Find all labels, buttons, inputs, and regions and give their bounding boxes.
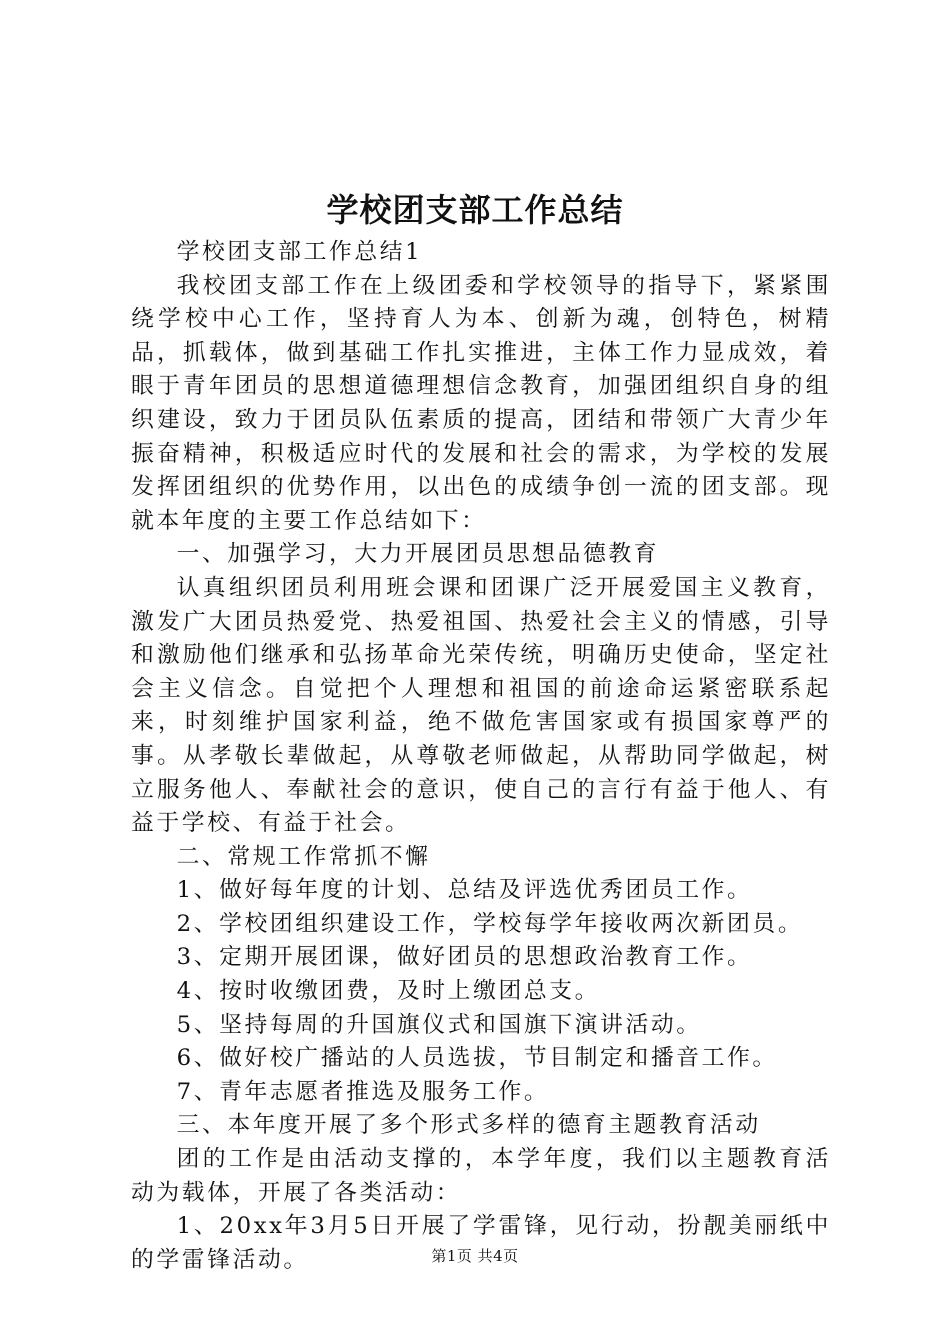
paragraph-intro: 我校团支部工作在上级团委和学校领导的指导下，紧紧围绕学校中心工作，坚持育人为本、创新为魂，创特色，树精品，抓载体，做到基础工作扎实推进，主体工作力显成效，着眼于青年团员的思想道德理想信念教育，加强团组织自身的组织建设，致力于团员队伍素质的提高，团结和带领广大青少年振奋精神，积极适应时代的发展和社会的需求，为学校的发展发挥团组织的优势作用，以出色的成绩争创一流的团支部。现就本年度的主要工作总结如下： bbox=[131, 272, 831, 534]
list-item: 1、做好每年度的计划、总结及评选优秀团员工作。 bbox=[176, 877, 753, 904]
section-heading-1: 一、加强学习，大力开展团员思想品德教育 bbox=[176, 541, 660, 568]
list-item: 4、按时收缴团费，及时上缴团总支。 bbox=[176, 978, 601, 1005]
paragraph-section-3: 团的工作是由活动支撑的，本学年度，我们以主题教育活动为载体，开展了各类活动： bbox=[131, 1146, 831, 1206]
list-item: 7、青年志愿者推选及服务工作。 bbox=[176, 1078, 550, 1105]
paragraph-subtitle: 学校团支部工作总结1 bbox=[176, 239, 423, 265]
page-number-footer: 第1页 共4页 bbox=[431, 1247, 519, 1265]
list-item: 5、坚持每周的升国旗仪式和国旗下演讲活动。 bbox=[176, 1011, 702, 1038]
list-item: 6、做好校广播站的人员选拔，节目制定和播音工作。 bbox=[176, 1045, 778, 1072]
section-heading-3: 三、本年度开展了多个形式多样的德育主题教育活动 bbox=[176, 1112, 761, 1139]
document-body bbox=[131, 236, 831, 1277]
list-item: 3、定期开展团课，做好团员的思想政治教育工作。 bbox=[176, 944, 753, 971]
list-item: 1、20xx年3月5日开展了学雷锋，见行动，扮靓美丽纸中的学雷锋活动。 bbox=[131, 1213, 831, 1273]
section-heading-2: 二、常规工作常抓不懈 bbox=[176, 843, 431, 870]
paragraph-section-1: 认真组织团员利用班会课和团课广泛开展爱国主义教育，激发广大团员热爱党、热爱祖国、热爱社会主义的情感，引导和激励他们继承和弘扬革命光荣传统，明确历史使命，坚定社会主义信念。自觉把个人理想和祖国的前途命运紧密联系起来，时刻维护国家利益，绝不做危害国家或有损国家尊严的事。从孝敬长辈做起，从尊敬老师做起，从帮助同学做起，树立服务他人、奉献社会的意识，使自己的言行有益于他人、有益于学校、有益于社会。 bbox=[131, 574, 831, 837]
list-item: 2、学校团组织建设工作，学校每学年接收两次新团员。 bbox=[176, 910, 804, 937]
document-title: 学校团支部工作总结 bbox=[326, 191, 624, 229]
